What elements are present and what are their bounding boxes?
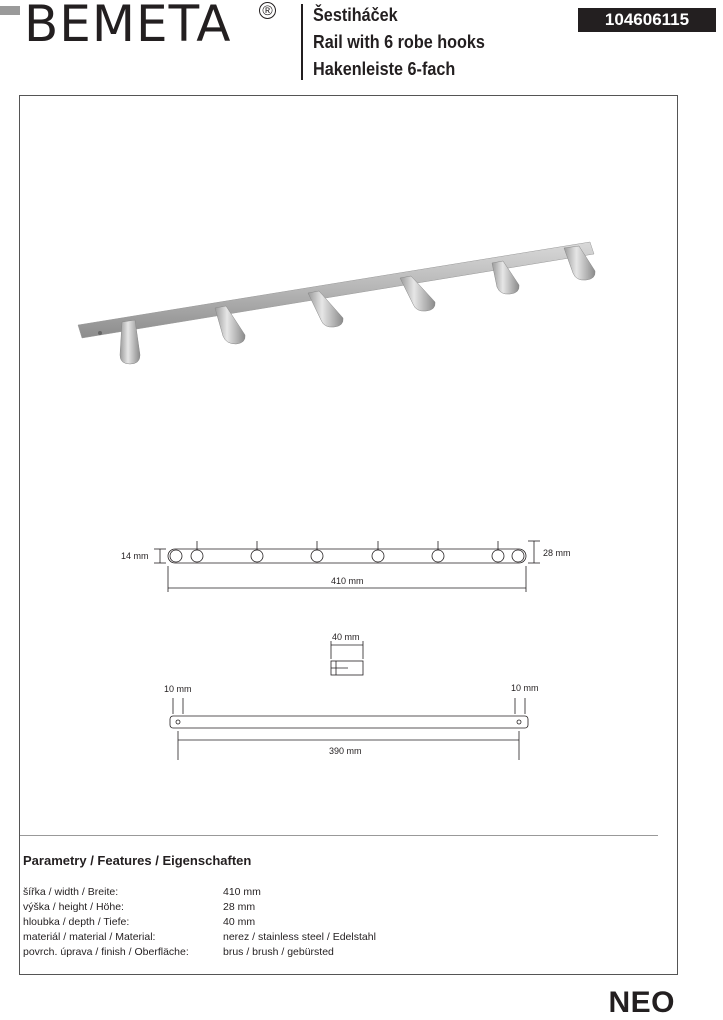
param-value: 40 mm bbox=[223, 916, 256, 928]
title-cz: Šestiháček bbox=[313, 5, 398, 25]
param-key: šířka / width / Breite: bbox=[23, 886, 119, 898]
series-name: NEO bbox=[608, 986, 675, 1019]
param-key: materiál / material / Material: bbox=[23, 931, 156, 943]
param-key: výška / height / Höhe: bbox=[23, 901, 124, 913]
params-heading: Parametry / Features / Eigenschaften bbox=[23, 853, 252, 868]
title-en: Rail with 6 robe hooks bbox=[313, 32, 485, 52]
dim-depth: 40 mm bbox=[332, 632, 360, 642]
title-de: Hakenleiste 6-fach bbox=[313, 59, 456, 79]
dim-height: 28 mm bbox=[543, 548, 571, 558]
params-divider bbox=[20, 835, 658, 836]
param-value: nerez / stainless steel / Edelstahl bbox=[223, 931, 376, 943]
dim-edge-left: 10 mm bbox=[164, 684, 192, 694]
param-key: hloubka / depth / Tiefe: bbox=[23, 916, 130, 928]
registered-mark: ® bbox=[259, 2, 276, 19]
param-key: povrch. úprava / finish / Oberfläche: bbox=[23, 946, 189, 958]
dim-height-small: 14 mm bbox=[121, 551, 149, 561]
param-value: 28 mm bbox=[223, 901, 256, 913]
dim-edge-right: 10 mm bbox=[511, 683, 539, 693]
brand-logo: BEMETA bbox=[24, 0, 232, 53]
product-code: 104606115 bbox=[578, 8, 716, 32]
dim-width: 410 mm bbox=[331, 576, 364, 586]
dim-hole-spacing: 390 mm bbox=[329, 746, 362, 756]
param-value: 410 mm bbox=[223, 886, 261, 898]
param-value: brus / brush / gebürsted bbox=[223, 946, 334, 958]
